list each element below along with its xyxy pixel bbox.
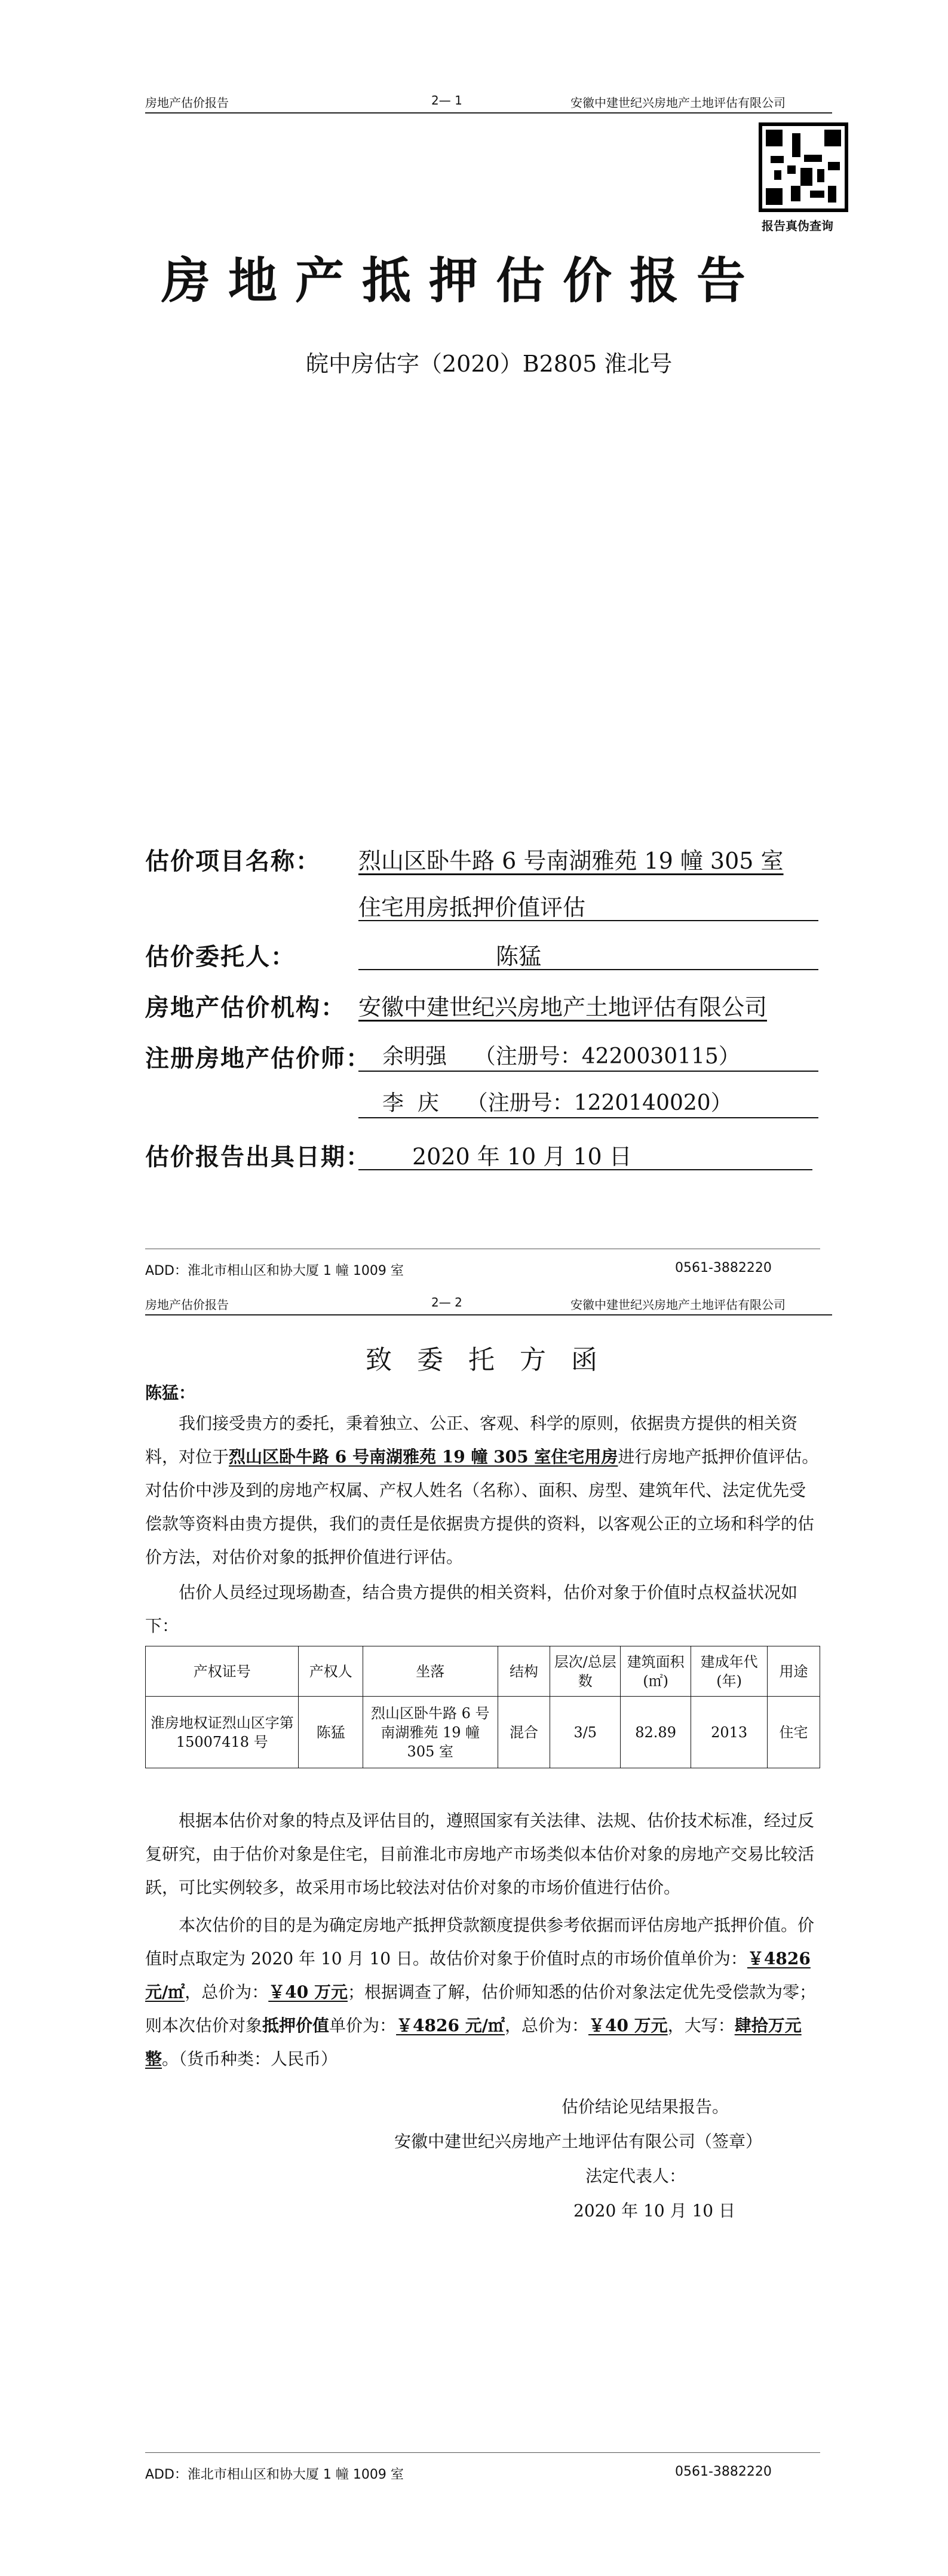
total-price-upper: 肆拾万元整 [145,2016,802,2069]
client-value: 陈猛 [496,943,542,970]
project-name-line2: 住宅用房抵押价值评估 [358,894,586,921]
paragraph-1-c: 进行房地产抵押价值评估。对估价中涉及到的房地产权属、产权人姓名（名称）、面积、房型、建筑年代、法定优先受偿款等资料由贵方提供，我们的责任是依据贵方提供的资料，以客观公正的立场和科学的估价方法，对估价对象的抵押价值进行评估。 [145,1447,819,1567]
table-cell: 3/5 [550,1697,621,1768]
paragraph-4-g: 。（货币种类：人民币） [162,2049,338,2069]
page2-footer-address: ADD：淮北市相山区和协大厦 1 幢 1009 室 [145,2467,404,2482]
paragraph-4-d: 单价为： [329,2016,397,2035]
project-name-label: 估价项目名称： [145,847,321,875]
page2-header-page: 2— 2 [431,1295,462,1310]
report-title: 房地产抵押估价报告 [161,252,764,309]
page1-header-left: 房地产估价报告 [145,96,229,110]
page1-header-page: 2— 1 [431,93,462,108]
report-number: 皖中房估字（2020）B2805 淮北号 [306,351,673,377]
report-date-label: 估价报告出具日期： [145,1143,371,1171]
page1-footer-address: ADD：淮北市相山区和协大厦 1 幢 1009 室 [145,1264,404,1278]
table-header: 层次/总层数 [550,1646,621,1697]
agency-value: 安徽中建世纪兴房地产土地评估有限公司 [358,994,768,1020]
page2-footer-rule [145,2452,820,2453]
page2-header-left: 房地产估价报告 [145,1298,229,1312]
property-rights-table [145,1646,820,1768]
appraiser-1: 余明强 （注册号：4220030115） [382,1044,740,1069]
table-row [146,1697,820,1768]
table-cell: 82.89 [621,1697,691,1768]
page2-header-rule [145,1314,832,1315]
appraiser-1-underline [358,1071,818,1072]
table-header: 用途 [768,1646,820,1697]
signature-company: 安徽中建世纪兴房地产土地评估有限公司（签章） [394,2132,763,2151]
table-header: 建筑面积(㎡) [621,1646,691,1697]
paragraph-4-e: ，总价为： [504,2016,588,2035]
paragraph-4 [145,1909,820,2076]
table-cell: 陈猛 [299,1697,363,1768]
qr-caption: 报告真伪查询 [762,219,833,233]
paragraph-4-b: ，总价为： [185,1982,269,2002]
table-cell: 混合 [498,1697,550,1768]
table-cell: 烈山区卧牛路 6 号南湖雅苑 19 幢 305 室 [363,1697,498,1768]
table-cell: 住宅 [768,1697,820,1768]
table-header-row [146,1646,820,1697]
table-header: 产权人 [299,1646,363,1697]
page2-footer-phone: 0561-3882220 [675,2464,772,2479]
appraiser-2-underline [358,1117,818,1118]
project-name-underline [358,920,818,921]
property-address: 烈山区卧牛路 6 号南湖雅苑 19 幢 305 室住宅用房 [229,1447,618,1467]
page1-header-right: 安徽中建世纪兴房地产土地评估有限公司 [570,96,786,110]
client-underline [358,969,818,970]
table-cell: 淮房地权证烈山区字第 15007418 号 [146,1697,299,1768]
client-label: 估价委托人： [145,943,296,971]
table-header: 建成年代(年) [691,1646,768,1697]
table-cell: 2013 [691,1697,768,1768]
table-header: 结构 [498,1646,550,1697]
page1-footer-phone: 0561-3882220 [675,1261,772,1275]
report-date-underline [358,1169,812,1170]
legal-representative: 法定代表人： [585,2166,686,2186]
paragraph-1 [145,1407,820,1574]
qr-code[interactable] [759,122,848,212]
market-total-price: ￥40 万元 [268,1982,348,2002]
conclusion-note: 估价结论见结果报告。 [562,2097,729,2117]
paragraph-3: 根据本估价对象的特点及评估目的，遵照国家有关法律、法规、估价技术标准，经过反复研究，由于估价对象是住宅，目前淮北市房地产市场类似本估价对象的房地产交易比较活跃，可比实例较多，故采用市场比较法对估价对象的市场价值进行估价。 [145,1811,815,1897]
project-name-line1: 烈山区卧牛路 6 号南湖雅苑 19 幢 305 室 [358,848,784,874]
mortgage-unit-price: ￥4826 元/㎡ [396,2016,505,2035]
page2-header-right: 安徽中建世纪兴房地产土地评估有限公司 [570,1298,786,1312]
report-date-value: 2020 年 10 月 10 日 [412,1143,632,1170]
salutation: 陈猛： [145,1383,196,1403]
appraiser-label: 注册房地产估价师： [145,1044,371,1072]
paragraph-4-f: ，大写： [667,2016,735,2035]
paragraph-4-a: 本次估价的目的是为确定房地产抵押贷款额度提供参考依据而评估房地产抵押价值。价值时点取定为 2020 年 10 月 10 日。故估价对象于价值时点的市场价值单价为： [145,1915,815,1968]
paragraph-2: 估价人员经过现场勘查，结合贵方提供的相关资料，估价对象于价值时点权益状况如下： [145,1583,798,1636]
appraiser-2: 李 庆 （注册号：1220140020） [382,1091,732,1115]
paragraph-4-c: ；根据调查了解，估价师知悉的估价对象法定优先受偿款为零；则本次估价对象 [145,1982,816,2035]
page1-header-rule [145,112,832,114]
mortgage-value-label: 抵押价值 [262,2016,330,2035]
market-unit-price: ￥4826 元/㎡ [145,1949,811,2002]
paragraph-1-a: 我们接受贵方的委托，秉着独立、公正、客观、科学的原则，依据贵方提供的相关资料，对位于 [145,1413,798,1467]
mortgage-total-price: ￥40 万元 [588,2016,668,2035]
letter-title: 致委托方函 [366,1345,622,1375]
table-header: 坐落 [363,1646,498,1697]
signature-date: 2020 年 10 月 10 日 [573,2201,736,2221]
agency-label: 房地产估价机构： [145,993,346,1022]
table-header: 产权证号 [146,1646,299,1697]
